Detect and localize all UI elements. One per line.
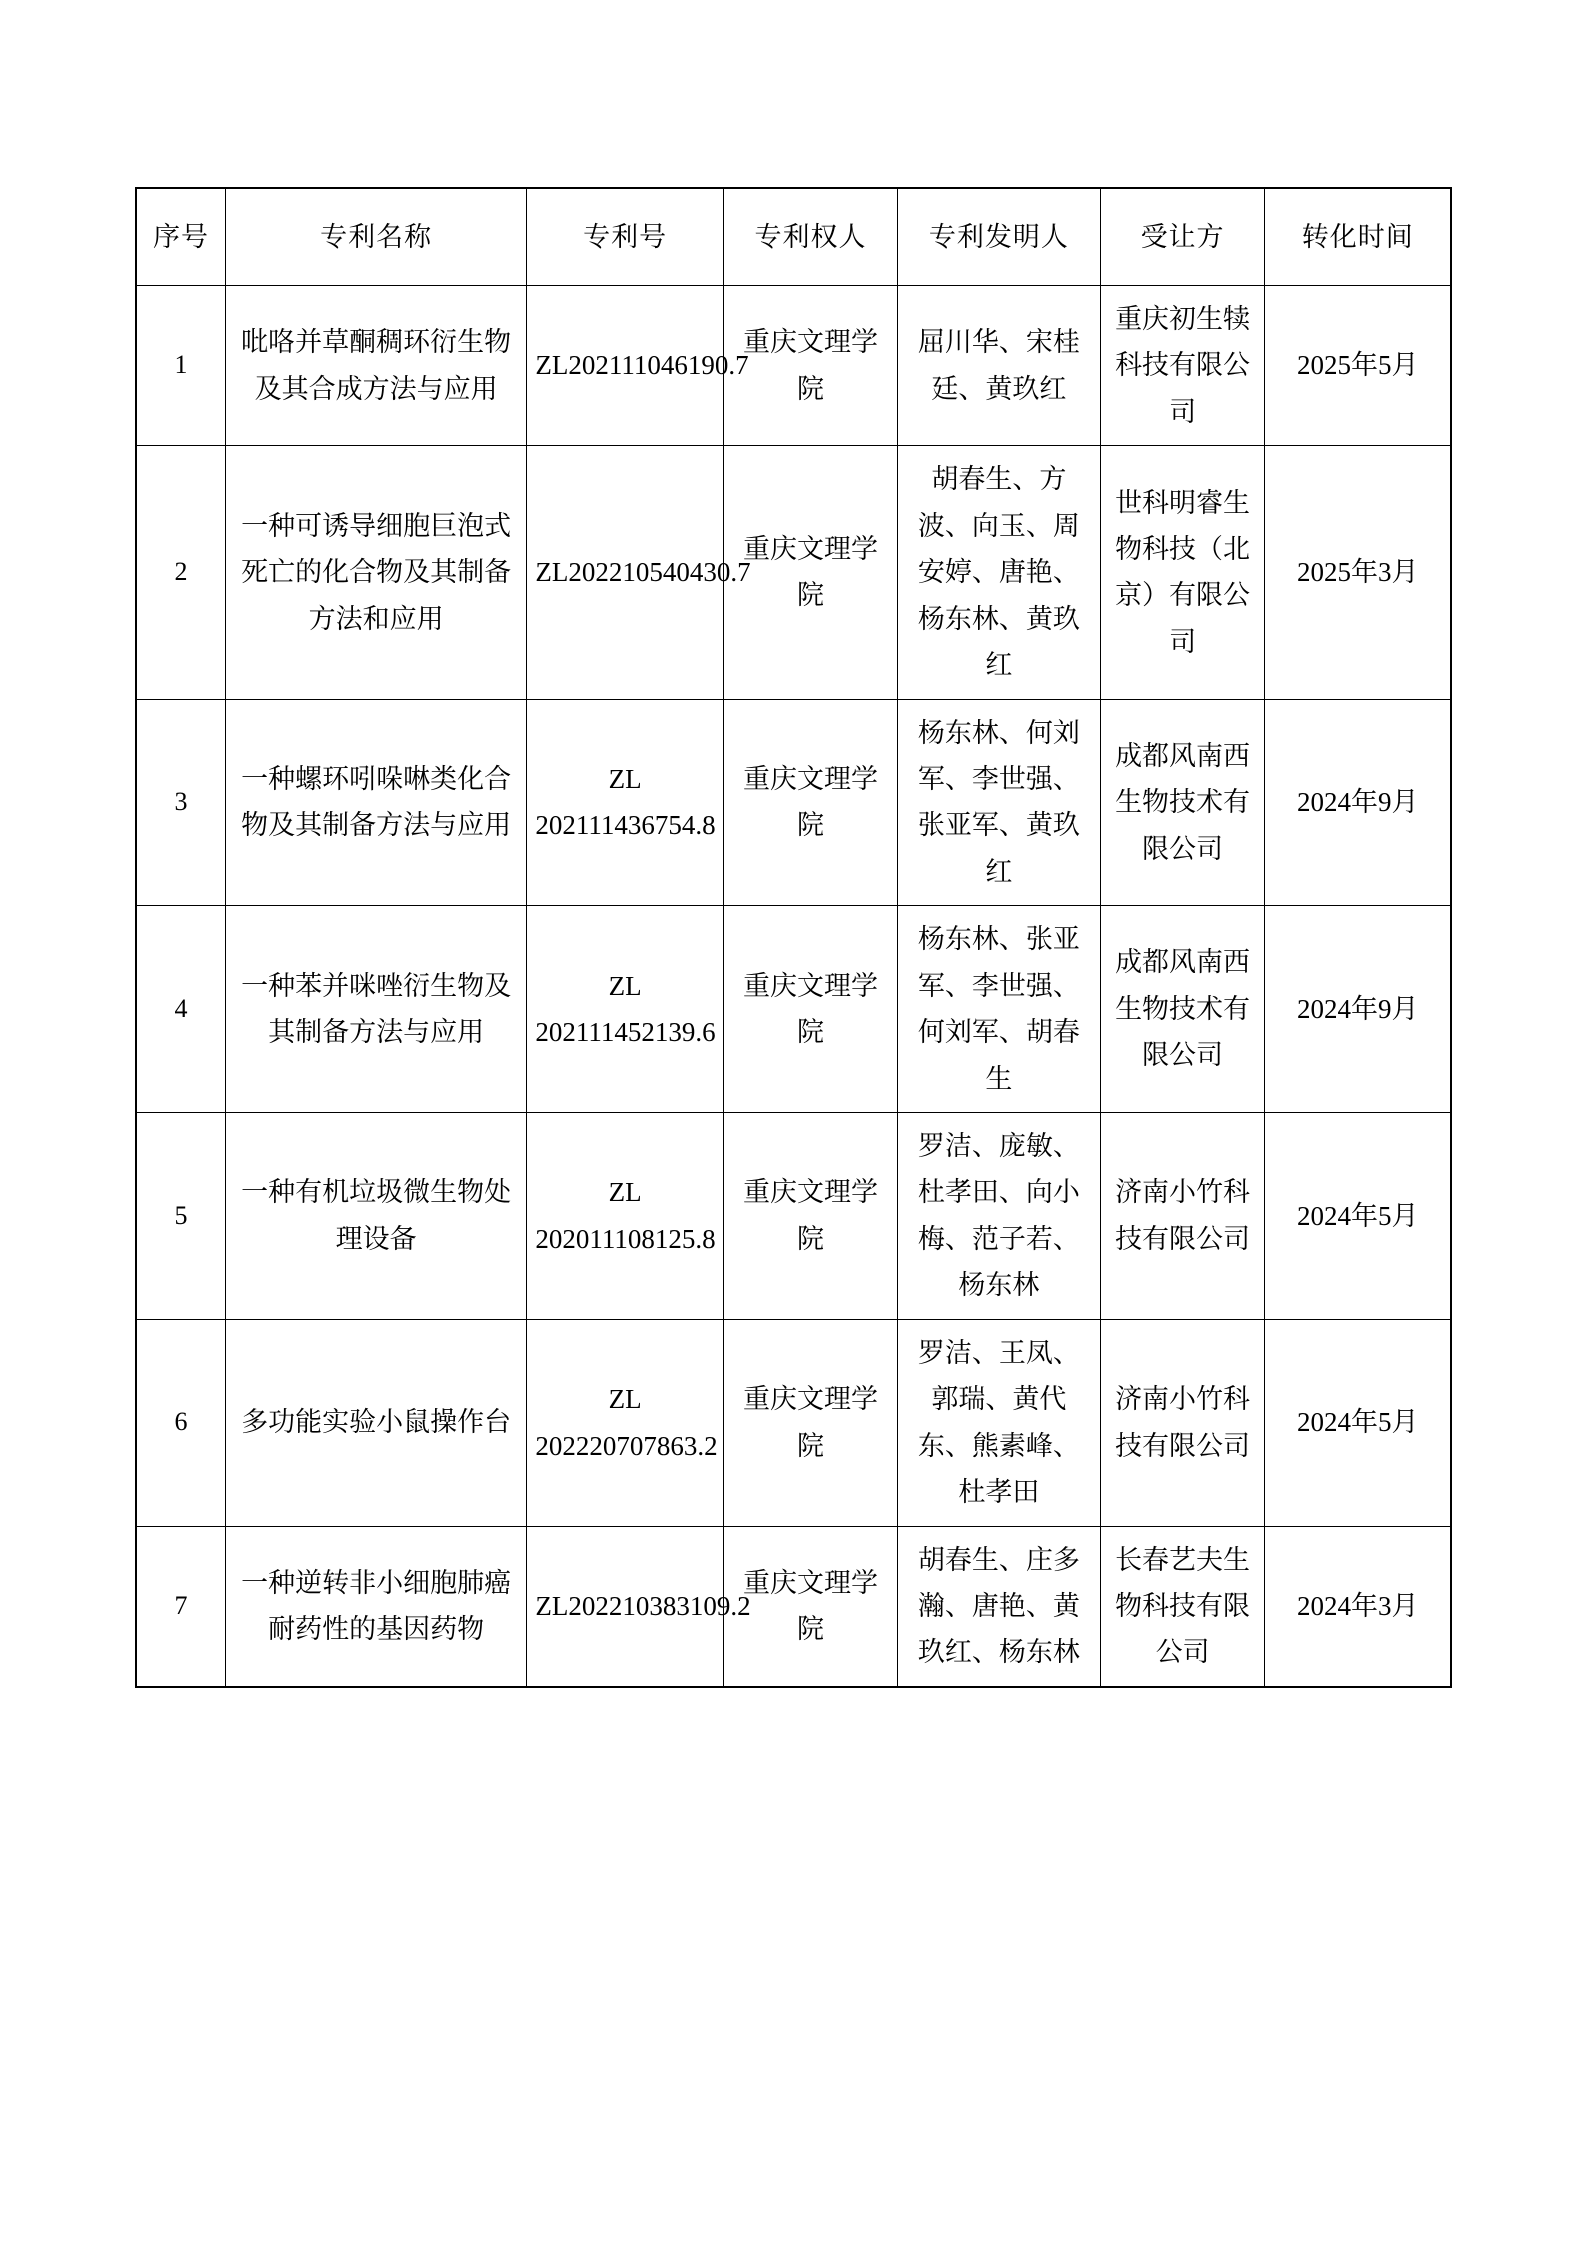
cell-date: 2024年9月 xyxy=(1265,699,1451,906)
table-row xyxy=(136,699,1451,906)
patent-transfer-table xyxy=(135,187,1452,1688)
cell-name: 一种螺环吲哚啉类化合物及其制备方法与应用 xyxy=(225,699,526,906)
cell-name: 一种可诱导细胞巨泡式死亡的化合物及其制备方法和应用 xyxy=(225,446,526,699)
cell-assignee: 济南小竹科技有限公司 xyxy=(1100,1113,1265,1320)
cell-owner: 重庆文理学院 xyxy=(723,1526,897,1687)
cell-date: 2025年3月 xyxy=(1265,446,1451,699)
cell-owner: 重庆文理学院 xyxy=(723,446,897,699)
column-header-index: 序号 xyxy=(136,188,225,286)
table-body xyxy=(136,286,1451,1687)
cell-inventors: 屈川华、宋桂廷、黄玖红 xyxy=(898,286,1100,446)
cell-index: 5 xyxy=(136,1113,225,1320)
cell-index: 4 xyxy=(136,906,225,1113)
cell-owner: 重庆文理学院 xyxy=(723,906,897,1113)
cell-inventors: 杨东林、何刘军、李世强、张亚军、黄玖红 xyxy=(898,699,1100,906)
column-header-no: 专利号 xyxy=(527,188,724,286)
column-header-owner: 专利权人 xyxy=(723,188,897,286)
cell-index: 6 xyxy=(136,1319,225,1526)
column-header-inventors: 专利发明人 xyxy=(898,188,1100,286)
cell-inventors: 杨东林、张亚军、李世强、何刘军、胡春生 xyxy=(898,906,1100,1113)
cell-owner: 重庆文理学院 xyxy=(723,699,897,906)
cell-assignee: 重庆初生犊科技有限公司 xyxy=(1100,286,1265,446)
column-header-date: 转化时间 xyxy=(1265,188,1451,286)
cell-assignee: 成都风南西生物技术有限公司 xyxy=(1100,906,1265,1113)
cell-no: ZL202210540430.7 xyxy=(527,446,724,699)
cell-name: 吡咯并草酮稠环衍生物及其合成方法与应用 xyxy=(225,286,526,446)
cell-no: ZL 202011108125.8 xyxy=(527,1113,724,1320)
table-row xyxy=(136,446,1451,699)
cell-name: 一种苯并咪唑衍生物及其制备方法与应用 xyxy=(225,906,526,1113)
table-row xyxy=(136,286,1451,446)
cell-date: 2024年3月 xyxy=(1265,1526,1451,1687)
cell-assignee: 世科明睿生物科技（北京）有限公司 xyxy=(1100,446,1265,699)
cell-owner: 重庆文理学院 xyxy=(723,1113,897,1320)
cell-no: ZL 202111436754.8 xyxy=(527,699,724,906)
cell-name: 一种逆转非小细胞肺癌耐药性的基因药物 xyxy=(225,1526,526,1687)
cell-assignee: 长春艺夫生物科技有限公司 xyxy=(1100,1526,1265,1687)
table-header xyxy=(136,188,1451,286)
column-header-name: 专利名称 xyxy=(225,188,526,286)
column-header-assignee: 受让方 xyxy=(1100,188,1265,286)
cell-date: 2025年5月 xyxy=(1265,286,1451,446)
cell-name: 一种有机垃圾微生物处理设备 xyxy=(225,1113,526,1320)
cell-date: 2024年5月 xyxy=(1265,1113,1451,1320)
cell-name: 多功能实验小鼠操作台 xyxy=(225,1319,526,1526)
cell-no: ZL 202220707863.2 xyxy=(527,1319,724,1526)
cell-no: ZL202210383109.2 xyxy=(527,1526,724,1687)
table-row xyxy=(136,1113,1451,1320)
cell-inventors: 胡春生、庄多瀚、唐艳、黄玖红、杨东林 xyxy=(898,1526,1100,1687)
cell-index: 3 xyxy=(136,699,225,906)
cell-index: 2 xyxy=(136,446,225,699)
table-row xyxy=(136,1526,1451,1687)
cell-inventors: 罗洁、庞敏、杜孝田、向小梅、范子若、杨东林 xyxy=(898,1113,1100,1320)
patent-transfer-table-container xyxy=(135,187,1452,1688)
cell-index: 7 xyxy=(136,1526,225,1687)
cell-no: ZL 202111452139.6 xyxy=(527,906,724,1113)
cell-owner: 重庆文理学院 xyxy=(723,1319,897,1526)
cell-date: 2024年5月 xyxy=(1265,1319,1451,1526)
table-header-row xyxy=(136,188,1451,286)
table-row xyxy=(136,906,1451,1113)
cell-assignee: 成都风南西生物技术有限公司 xyxy=(1100,699,1265,906)
cell-owner: 重庆文理学院 xyxy=(723,286,897,446)
cell-assignee: 济南小竹科技有限公司 xyxy=(1100,1319,1265,1526)
cell-inventors: 胡春生、方波、向玉、周安婷、唐艳、杨东林、黄玖红 xyxy=(898,446,1100,699)
cell-date: 2024年9月 xyxy=(1265,906,1451,1113)
table-row xyxy=(136,1319,1451,1526)
cell-index: 1 xyxy=(136,286,225,446)
cell-inventors: 罗洁、王凤、郭瑞、黄代东、熊素峰、杜孝田 xyxy=(898,1319,1100,1526)
cell-no: ZL202111046190.7 xyxy=(527,286,724,446)
